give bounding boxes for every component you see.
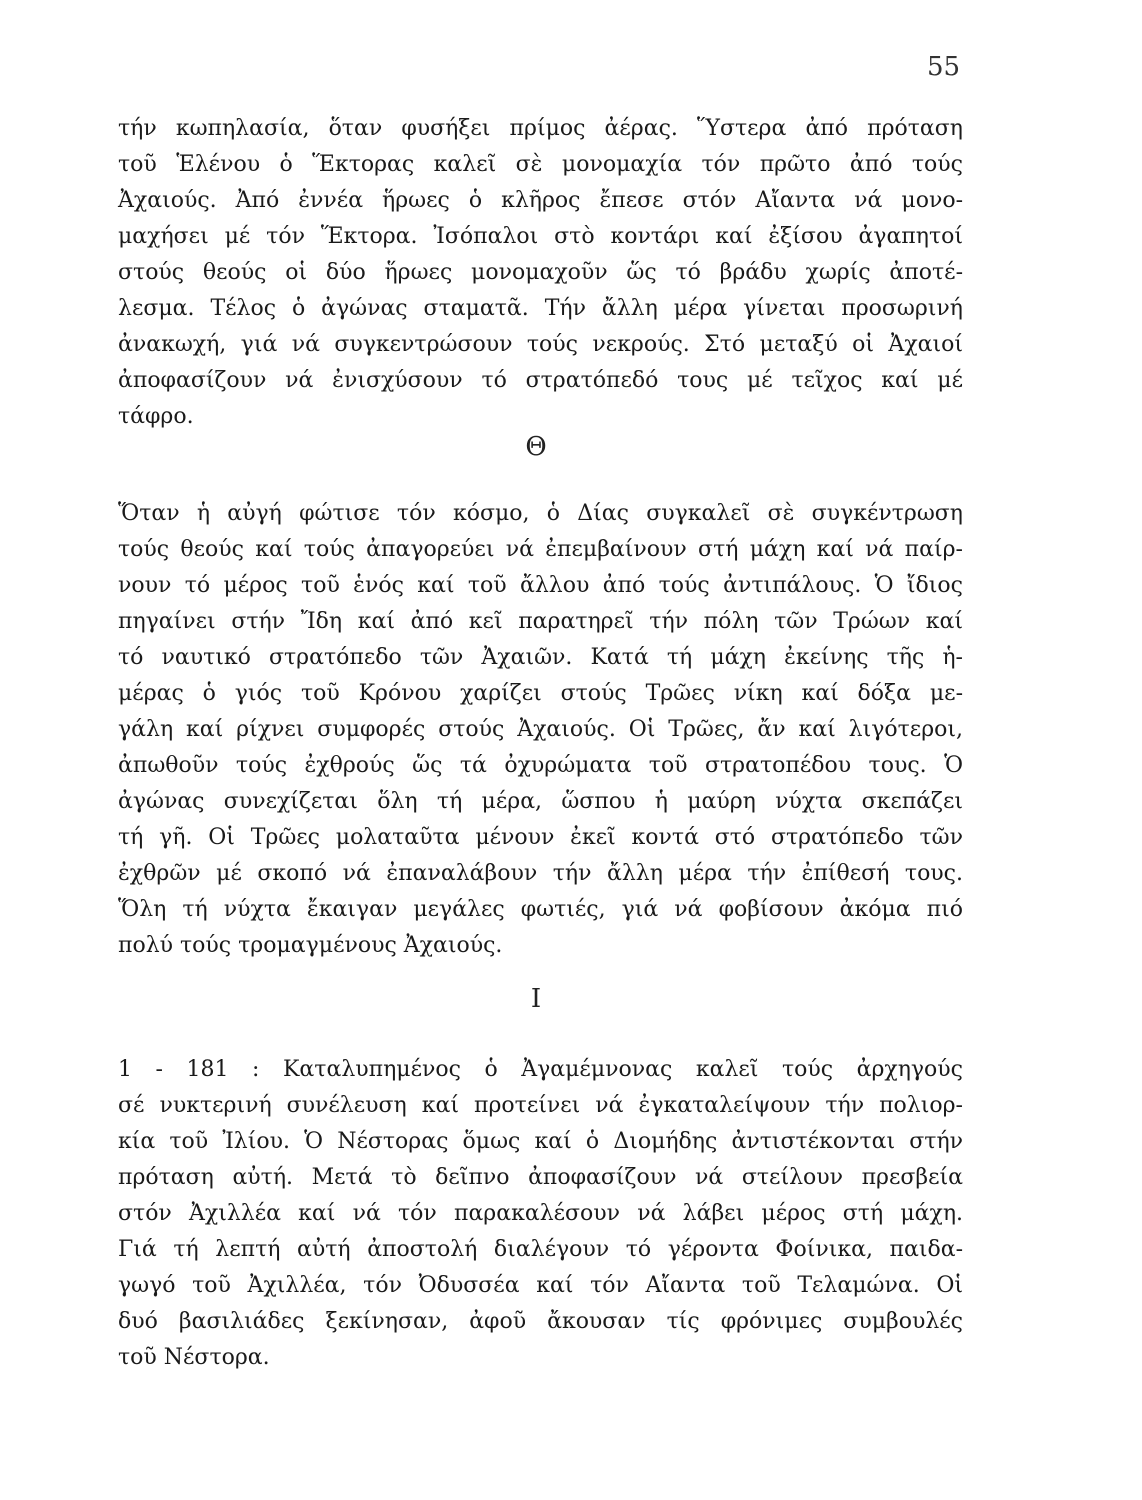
text-line: τάφρο. xyxy=(118,404,194,429)
section-heading-iota: Ι xyxy=(530,984,542,1014)
text-line: γάλη καί ρίχνει συμφορές στούς Ἀχαιούς. Οἱ Τρῶες, ἄν καί λιγότεροι, xyxy=(118,717,963,742)
page-number: 55 xyxy=(927,52,961,82)
text-line: Ἀχαιούς. Ἀπό ἐννέα ἥρωες ὁ κλῆρος ἔπεσε στόν Αἴαντα νά μονο- xyxy=(118,188,963,213)
text-line: τήν κωπηλασία, ὅταν φυσήξει πρίμος ἀέρας. Ὕστερα ἀπό πρόταση xyxy=(118,116,963,141)
text-line: μαχήσει μέ τόν Ἕκτορα. Ἰσόπαλοι στὸ κοντάρι καί ἐξίσου ἀγαπητοί xyxy=(118,224,963,249)
text-line: σέ νυκτερινή συνέλευση καί προτείνει νά ἐγκαταλείψουν τήν πολιορ- xyxy=(118,1093,963,1118)
text-line: τό ναυτικό στρατόπεδο τῶν Ἀχαιῶν. Κατά τή μάχη ἐκείνης τῆς ἡ- xyxy=(118,645,963,670)
text-line: ἀπωθοῦν τούς ἐχθρούς ὥς τά ὀχυρώματα τοῦ στρατοπέδου τους. Ὁ xyxy=(118,753,963,778)
text-line: Ὅλη τή νύχτα ἔκαιγαν μεγάλες φωτιές, γιά νά φοβίσουν ἀκόμα πιό xyxy=(118,897,963,922)
text-line: νουν τό μέρος τοῦ ἑνός καί τοῦ ἄλλου ἀπό τούς ἀντιπάλους. Ὁ ἴδιος xyxy=(118,573,963,598)
text-line: κία τοῦ Ἰλίου. Ὁ Νέστορας ὅμως καί ὁ Διομήδης ἀντιστέκονται στήν xyxy=(118,1129,963,1154)
paragraph-2 xyxy=(118,496,963,964)
text-line: ἀγώνας συνεχίζεται ὅλη τή μέρα, ὥσπου ἡ μαύρη νύχτα σκεπάζει xyxy=(118,789,963,814)
text-line: ἐχθρῶν μέ σκοπό νά ἐπαναλάβουν τήν ἄλλη μέρα τήν ἐπίθεσή τους. xyxy=(118,861,963,886)
paragraph-1 xyxy=(118,111,963,435)
section-heading-theta: Θ xyxy=(525,432,547,462)
text-line: ἀποφασίζουν νά ἐνισχύσουν τό στρατόπεδό τους μέ τεῖχος καί μέ xyxy=(118,368,963,393)
text-line: γωγό τοῦ Ἀχιλλέα, τόν Ὀδυσσέα καί τόν Αἴαντα τοῦ Τελαμώνα. Οἱ xyxy=(118,1273,963,1298)
text-line: δυό βασιλιάδες ξεκίνησαν, ἀφοῦ ἄκουσαν τίς φρόνιμες συμβουλές xyxy=(118,1309,963,1334)
text-line: μέρας ὁ γιός τοῦ Κρόνου χαρίζει στούς Τρῶες νίκη καί δόξα με- xyxy=(118,681,963,706)
text-line: λεσμα. Τέλος ὁ ἀγώνας σταματᾶ. Τήν ἄλλη μέρα γίνεται προσωρινή xyxy=(118,296,963,321)
text-line: τοῦ Ἑλένου ὁ Ἕκτορας καλεῖ σὲ μονομαχία τόν πρῶτο ἀπό τούς xyxy=(118,152,963,177)
text-line: τούς θεούς καί τούς ἀπαγορεύει νά ἐπεμβαίνουν στή μάχη καί νά παίρ- xyxy=(118,537,963,562)
text-line: πρόταση αὐτή. Μετά τὸ δεῖπνο ἀποφασίζουν νά στείλουν πρεσβεία xyxy=(118,1165,963,1190)
text-line: Ὅταν ἡ αὐγή φώτισε τόν κόσμο, ὁ Δίας συγκαλεῖ σὲ συγκέντρωση xyxy=(118,501,963,526)
text-line: ἀνακωχή, γιά νά συγκεντρώσουν τούς νεκρούς. Στό μεταξύ οἱ Ἀχαιοί xyxy=(118,332,963,357)
text-line: πολύ τούς τρομαγμένους Ἀχαιούς. xyxy=(118,933,503,958)
text-line: στόν Ἀχιλλέα καί νά τόν παρακαλέσουν νά λάβει μέρος στή μάχη. xyxy=(118,1201,963,1226)
text-line: στούς θεούς οἱ δύο ἥρωες μονομαχοῦν ὥς τό βράδυ χωρίς ἀποτέ- xyxy=(118,260,963,285)
text-line: πηγαίνει στήν Ἴδη καί ἀπό κεῖ παρατηρεῖ τήν πόλη τῶν Τρώων καί xyxy=(118,609,963,634)
text-line: Γιά τή λεπτή αὐτή ἀποστολή διαλέγουν τό γέροντα Φοίνικα, παιδα- xyxy=(118,1237,963,1262)
text-line: τοῦ Νέστορα. xyxy=(118,1345,270,1370)
text-line: 1 - 181 : Καταλυπημένος ὁ Ἀγαμέμνονας καλεῖ τούς ἀρχηγούς xyxy=(118,1057,963,1082)
paragraph-3 xyxy=(118,1052,963,1376)
text-line: τή γῆ. Οἱ Τρῶες μολαταῦτα μένουν ἐκεῖ κοντά στό στρατόπεδο τῶν xyxy=(118,825,963,850)
